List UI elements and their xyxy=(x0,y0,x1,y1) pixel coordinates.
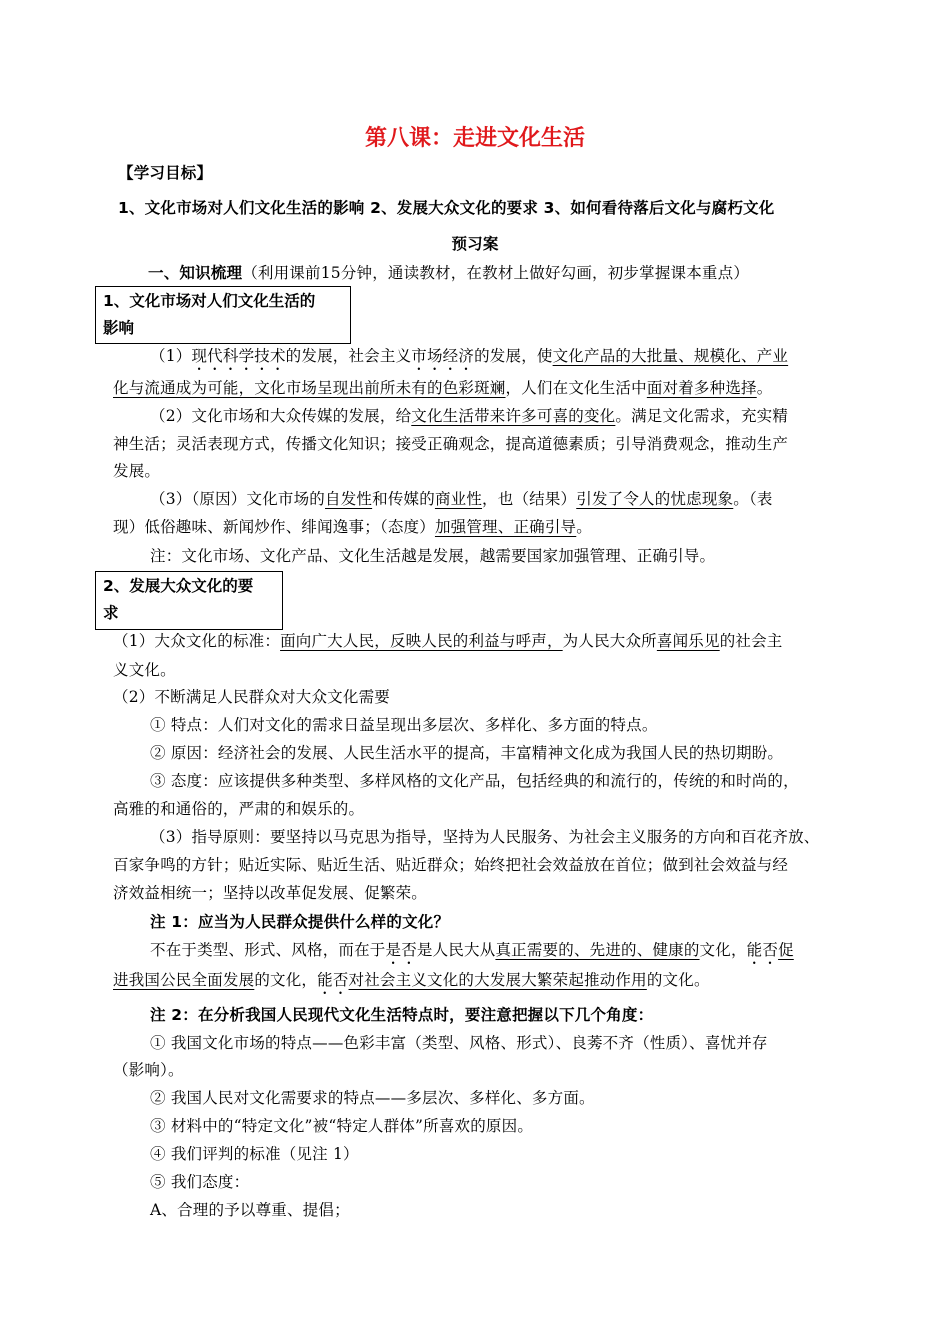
section2-heading-line1: 2、发展大众文化的要 xyxy=(103,577,254,595)
section1-heading-line2: 影响 xyxy=(103,319,135,337)
sec1-p3-line1 xyxy=(150,488,773,510)
section1-heading-box xyxy=(95,286,351,344)
text: ，人们在文化生活中 xyxy=(505,379,647,397)
sec1-p1-line1 xyxy=(150,345,788,374)
underlined-text: 面对着多种选择 xyxy=(646,379,757,397)
text: 的文化。 xyxy=(646,971,710,989)
text: 的文化， xyxy=(254,971,318,989)
note2-heading: 注 2：在分析我国人民现代文化生活特点时，要注意把握以下几个角度： xyxy=(150,1006,654,1024)
emphasis-text: 能否 xyxy=(317,971,349,989)
preview-heading: 预习案 xyxy=(451,235,499,253)
emphasis-text: 能否 xyxy=(746,941,779,959)
underlined-text: 加强管理、正确引导 xyxy=(434,518,577,536)
underlined-text: 进我国公民全面发展 xyxy=(113,971,255,989)
text: 。 xyxy=(756,379,773,397)
sec2-item: ③ 态度：应该提供多种类型、多样风格的文化产品，包括经典的和流行的，传统的和时尚的， xyxy=(150,772,799,790)
sec2-p3-line: （3）指导原则：要坚持以马克思为指导，坚持为人民服务、为社会主义服务的方向和百花齐放、 xyxy=(150,828,820,846)
sec1-note: 注：文化市场、文化产品、文化生活越是发展，越需要国家加强管理、正确引导。 xyxy=(150,547,716,565)
emphasis-text: 市场经济 xyxy=(411,347,475,365)
sec2-item-cont: 高雅的和通俗的，严肃的和娱乐的。 xyxy=(113,800,365,818)
underlined-text: 促 xyxy=(778,941,794,959)
text: 。满足文化需求，充实精 xyxy=(615,407,789,425)
goals-line: 1、文化市场对人们文化生活的影响 2、发展大众文化的要求 3、如何看待落后文化与腐朽文化 xyxy=(118,199,775,217)
text: 是人民大从 xyxy=(416,941,496,959)
sec1-p2-line3: 发展。 xyxy=(113,462,161,480)
note2-line: ③ 材料中的“特定文化”被“特定人群体”所喜欢的原因。 xyxy=(150,1117,534,1135)
underlined-text: 化与流通成为可能，文化市场呈现出前所未有的色彩斑斓 xyxy=(113,379,506,397)
text: 和传媒的 xyxy=(372,490,435,508)
text: （1） xyxy=(150,347,192,365)
underlined-text: 喜闻乐见 xyxy=(656,632,720,650)
knowledge-note: （利用课前15分钟，通读教材，在教材上做好勾画，初步掌握课本重点） xyxy=(242,264,750,282)
underlined-text: 面向广大人民，反映人民的利益与呼声， xyxy=(280,632,563,650)
section2-heading-box xyxy=(95,571,283,630)
sec2-p3-line: 济效益相统一；坚持以改革促发展、促繁荣。 xyxy=(113,884,428,902)
note1-heading: 注 1：应当为人民群众提供什么样的文化？ xyxy=(150,913,450,931)
sec2-item: ① 特点：人们对文化的需求日益呈现出多层次、多样化、多方面的特点。 xyxy=(150,716,658,734)
text: 为人民大众所 xyxy=(562,632,657,650)
text: 的发展，使 xyxy=(474,347,553,365)
text: 文化， xyxy=(699,941,747,959)
note1-line2 xyxy=(113,969,710,998)
sec1-p2-line1 xyxy=(150,405,788,427)
emphasis-text: 现代科学技术 xyxy=(191,347,286,365)
text: 的发展，社会主义 xyxy=(285,347,412,365)
underlined-text: 商业性 xyxy=(434,490,483,508)
underlined-text: 对社会主义文化的大发展大繁荣起推动作用 xyxy=(348,971,647,989)
note2-line: ① 我国文化市场的特点——色彩丰富（类型、风格、形式）、良莠不齐（性质）、喜忧并存 xyxy=(150,1034,768,1052)
sec2-p1-line1 xyxy=(113,630,783,652)
note2-line: ② 我国人民对文化需要求的特点——多层次、多样化、多方面。 xyxy=(150,1089,595,1107)
underlined-text: 文化生活带来许多可喜的变化 xyxy=(411,407,616,425)
text: 。（表 xyxy=(733,490,773,508)
sec2-p1-line2: 义文化。 xyxy=(113,661,176,679)
sec2-p2: （2）不断满足人民群众对大众文化需要 xyxy=(113,688,390,706)
sec1-p3-line2 xyxy=(113,516,592,538)
goals-heading: 【学习目标】 xyxy=(118,164,213,182)
text: 。 xyxy=(576,518,592,536)
note2-line: ⑤ 我们态度： xyxy=(150,1173,250,1191)
text: （3）（原因）文化市场的 xyxy=(150,490,326,508)
sec2-item: ② 原因：经济社会的发展、人民生活水平的提高，丰富精神文化成为我国人民的热切期盼。 xyxy=(150,744,784,762)
note2-line: ④ 我们评判的标准（见注 1） xyxy=(150,1145,359,1163)
knowledge-line xyxy=(148,262,749,284)
sec1-p2-line2: 神生活；灵活表现方式，传播文化知识；接受正确观念，提高道德素质；引导消费观念，推动生产 xyxy=(113,435,789,453)
note1-line1 xyxy=(150,939,794,968)
text: （1）大众文化的标准： xyxy=(113,632,281,650)
underlined-text: 自发性 xyxy=(325,490,373,508)
sec2-p3-line: 百家争鸣的方针；贴近实际、贴近生活、贴近群众；始终把社会效益放在首位；做到社会效益与经 xyxy=(113,856,789,874)
page-title: 第八课：走进文化生活 xyxy=(364,126,585,151)
text: 的社会主 xyxy=(719,632,783,650)
text: ，也（结果） xyxy=(482,490,577,508)
underlined-text: 真正需要的、先进的、健康的 xyxy=(495,941,700,959)
underlined-text: 引发了令人的忧虑现象 xyxy=(576,490,734,508)
text: （2）文化市场和大众传媒的发展，给 xyxy=(150,407,412,425)
section1-heading-line1: 1、文化市场对人们文化生活的 xyxy=(103,292,316,310)
knowledge-label: 一、知识梳理 xyxy=(148,264,243,282)
underlined-text: 文化产品的大批量、规模化、产业 xyxy=(552,347,789,365)
note2-line: （影响）。 xyxy=(113,1061,184,1079)
text: 不在于类型、形式、风格，而在于 xyxy=(150,941,386,959)
section2-heading-line2: 求 xyxy=(103,604,119,622)
emphasis-text: 是否 xyxy=(385,941,417,959)
sec1-p1-line2 xyxy=(113,377,772,399)
note2-line: A、合理的予以尊重、提倡； xyxy=(150,1201,350,1219)
text: 现）低俗趣味、新闻炒作、绯闻逸事；（态度） xyxy=(113,518,435,536)
